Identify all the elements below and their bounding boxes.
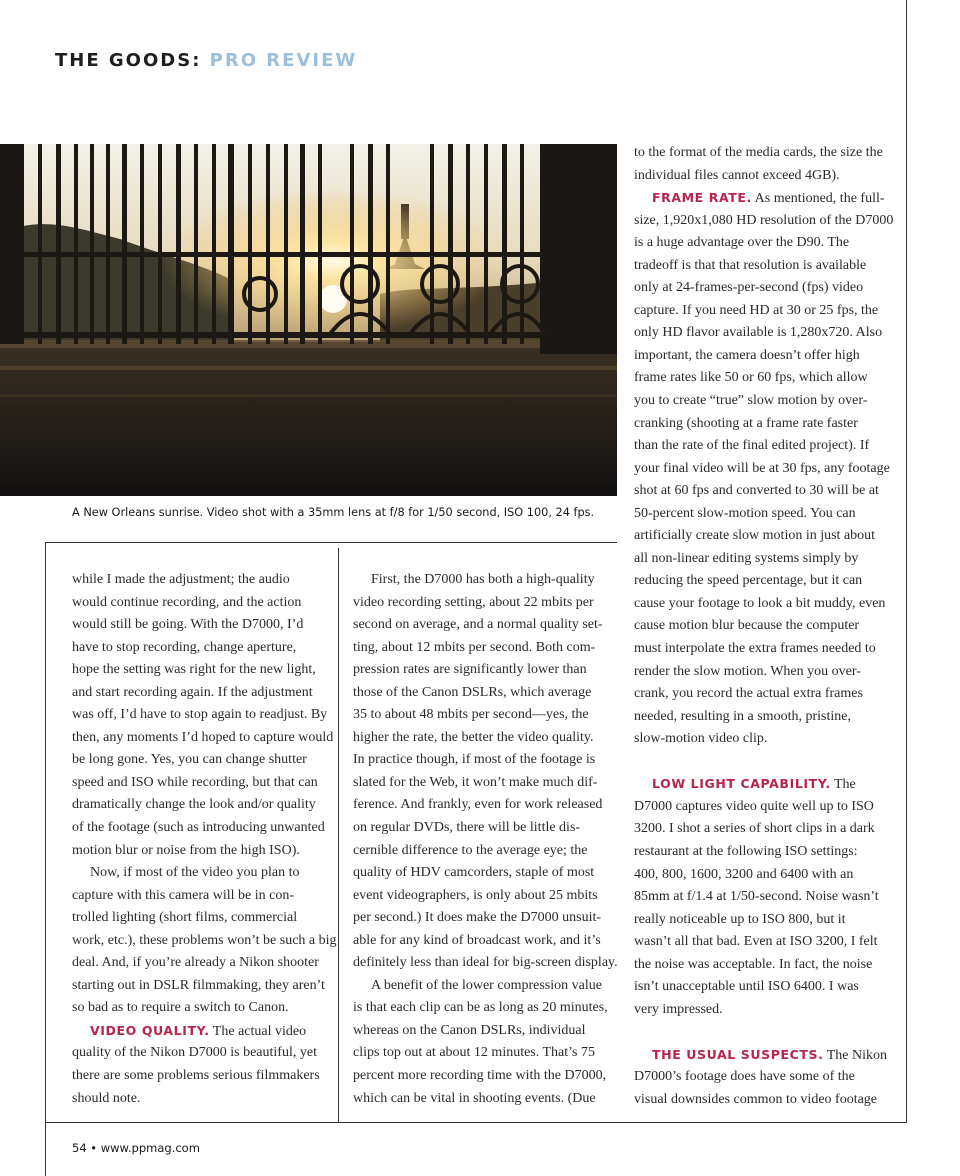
text-line <box>634 909 896 932</box>
text-line <box>72 682 334 705</box>
text-line <box>72 727 334 750</box>
line-text: capture with this camera will be in con- <box>72 887 294 903</box>
text-line <box>634 661 896 684</box>
line-text: all non-linear editing systems simply by <box>634 550 859 566</box>
line-text: 50-percent slow-motion speed. You can <box>634 505 856 521</box>
line-text: only at 24-frames-per-second (fps) video <box>634 280 864 296</box>
text-line <box>634 864 896 887</box>
line-text: was off, I’d have to stop again to readjust. By <box>72 707 328 723</box>
line-text: your final video will be at 30 fps, any footage <box>634 460 890 476</box>
text-line <box>353 1020 615 1043</box>
text-line <box>634 886 896 909</box>
line-text: cranking (shooting at a frame rate faster <box>634 415 858 431</box>
text-line <box>72 862 334 885</box>
line-text: deal. And, if you’re already a Nikon shooter <box>72 955 319 971</box>
text-line <box>353 772 615 795</box>
line-text: per second.) It does make the D7000 unsuit- <box>353 910 602 926</box>
line-text: you to create “true” slow motion by over- <box>634 393 868 409</box>
text-line <box>72 772 334 795</box>
line-text: those of the Canon DSLRs, which average <box>353 684 592 700</box>
line-text: D7000 captures video quite well up to ISO <box>634 798 874 814</box>
line-text: quality of HDV camcorders, staple of most <box>353 865 595 881</box>
line-text: must interpolate the extra frames needed to <box>634 641 876 657</box>
article-photo <box>0 144 617 496</box>
text-line <box>634 210 896 233</box>
line-text: frame rates like 50 or 60 fps, which allow <box>634 370 868 386</box>
text-line <box>634 322 896 345</box>
body-top-rule <box>45 542 617 543</box>
text-line <box>634 232 896 255</box>
text-line <box>634 570 896 593</box>
text-line <box>634 413 896 436</box>
line-text: should note. <box>72 1090 141 1106</box>
text-line <box>634 277 896 300</box>
line-text: is that each clip can be as long as 20 minutes, <box>353 1000 608 1016</box>
line-text: able for any kind of broadcast work, and it’s <box>353 932 601 948</box>
run-in-heading: LOW LIGHT CAPABILITY. <box>652 776 831 792</box>
line-text: event videographers, is only about 25 mbits <box>353 887 598 903</box>
line-text: trolled lighting (short films, commercial <box>72 910 298 926</box>
line-text: than the rate of the final edited project). If <box>634 438 870 454</box>
text-line <box>634 683 896 706</box>
gate-sunrise-image <box>0 144 617 496</box>
text-line <box>353 997 615 1020</box>
line-text: video recording setting, about 22 mbits per <box>353 594 594 610</box>
text-line <box>634 165 896 188</box>
text-line <box>72 817 334 840</box>
line-text: artificially create slow motion in just about <box>634 528 876 544</box>
line-text: restaurant at the following ISO settings: <box>634 843 858 859</box>
text-line <box>353 592 615 615</box>
text-line <box>353 794 615 817</box>
line-text: ference. And frankly, even for work released <box>353 797 603 813</box>
text-line <box>353 1042 615 1065</box>
text-line <box>634 300 896 323</box>
line-text: cause motion blur because the computer <box>634 618 860 634</box>
text-line <box>72 659 334 682</box>
line-text: dramatically change the look and/or quality <box>72 797 316 813</box>
line-text: and start recording again. If the adjustment <box>72 684 313 700</box>
text-line <box>353 659 615 682</box>
text-line <box>634 954 896 977</box>
line-text: A benefit of the lower compression value <box>371 977 602 993</box>
line-text: pression rates are significantly lower than <box>353 662 587 678</box>
line-text: motion blur or noise from the high ISO). <box>72 842 300 858</box>
line-text: 85mm at f/1.4 at 1/50-second. Noise wasn’t <box>634 889 879 905</box>
line-text: the noise was acceptable. In fact, the noise <box>634 956 873 972</box>
text-line <box>634 435 896 458</box>
run-in-heading: THE USUAL SUSPECTS. <box>652 1046 824 1062</box>
text-line <box>634 187 896 210</box>
text-line <box>634 593 896 616</box>
text-line <box>634 503 896 526</box>
text-line <box>353 704 615 727</box>
text-line <box>353 1065 615 1088</box>
text-line <box>634 976 896 999</box>
right-column <box>634 142 896 1112</box>
line-text: speed and ISO while recording, but that can <box>72 774 318 790</box>
text-line <box>72 749 334 772</box>
run-in-heading: VIDEO QUALITY. <box>90 1022 210 1038</box>
text-line <box>634 773 896 796</box>
line-text: 3200. I shot a series of short clips in a dark <box>634 821 875 837</box>
text-line <box>353 1088 615 1111</box>
text-line <box>634 255 896 278</box>
line-text: important, the camera doesn’t offer high <box>634 347 860 363</box>
text-line <box>72 952 334 975</box>
text-line <box>353 862 615 885</box>
line-text: tradeoff is that that resolution is available <box>634 257 867 273</box>
line-text: The Nikon <box>823 1047 888 1063</box>
text-line <box>72 614 334 637</box>
text-line <box>72 975 334 998</box>
line-text: crank, you record the actual extra frames <box>634 686 863 702</box>
left-column <box>72 569 337 1110</box>
text-line <box>634 818 896 841</box>
line-text: work, etc.), these problems won’t be such a big <box>72 932 337 948</box>
text-line <box>634 931 896 954</box>
line-text: hope the setting was right for the new light, <box>72 662 316 678</box>
text-line <box>353 727 615 750</box>
line-text: starting out in DSLR filmmaking, they aren’t <box>72 977 325 993</box>
text-line <box>634 1044 896 1067</box>
line-text: As mentioned, the full- <box>751 191 885 207</box>
line-text: The <box>830 777 856 793</box>
text-line <box>634 1021 896 1044</box>
section-subtitle: PRO REVIEW <box>209 50 358 71</box>
text-line <box>634 999 896 1022</box>
text-line <box>634 548 896 571</box>
text-line <box>72 907 334 930</box>
line-text: cernible difference to the average eye; the <box>353 842 588 858</box>
line-text: wasn’t all that bad. Even at ISO 3200, I felt <box>634 934 878 950</box>
page-folio: 54 • www.ppmag.com <box>72 1141 200 1155</box>
line-text: really noticeable up to ISO 800, but it <box>634 911 846 927</box>
line-text: then, any moments I’d hoped to capture would <box>72 729 334 745</box>
line-text: shot at 60 fps and converted to 30 will be at <box>634 483 879 499</box>
line-text: there are some problems serious filmmakers <box>72 1068 320 1084</box>
text-line <box>353 749 615 772</box>
text-line <box>634 638 896 661</box>
line-text: definitely less than ideal for big-screen display. <box>353 955 618 971</box>
text-line <box>353 682 615 705</box>
text-line <box>72 1088 334 1111</box>
line-text: quality of the Nikon D7000 is beautiful, yet <box>72 1045 317 1061</box>
line-text: slated for the Web, it won’t make much dif- <box>353 774 598 790</box>
text-line <box>634 841 896 864</box>
line-text: 35 to about 48 mbits per second—yes, the <box>353 707 589 723</box>
text-line <box>72 885 334 908</box>
line-text: 400, 800, 1600, 3200 and 6400 with an <box>634 866 854 882</box>
text-line <box>72 569 334 592</box>
line-text: which can be vital in shooting events. (Due <box>353 1090 596 1106</box>
line-text: individual files cannot exceed 4GB). <box>634 167 840 183</box>
line-text: would still be going. With the D7000, I’d <box>72 617 304 633</box>
text-line <box>353 637 615 660</box>
text-line <box>72 592 334 615</box>
text-line <box>72 1042 334 1065</box>
text-line <box>634 345 896 368</box>
bottom-rule <box>45 1122 907 1123</box>
text-line <box>72 1065 334 1088</box>
line-text: so bad as to require a switch to Canon. <box>72 1000 289 1016</box>
line-text: size, 1,920x1,080 HD resolution of the D7000 <box>634 212 894 228</box>
line-text: is a huge advantage over the D90. The <box>634 235 850 251</box>
line-text: In practice though, if most of the footage is <box>353 752 596 768</box>
column-divider-rule <box>338 548 339 1123</box>
text-line <box>353 930 615 953</box>
text-line <box>72 794 334 817</box>
text-line <box>353 975 615 998</box>
section-header <box>55 50 357 71</box>
line-text: slow-motion video clip. <box>634 731 768 747</box>
line-text: D7000’s footage does have some of the <box>634 1069 855 1085</box>
text-line <box>353 569 615 592</box>
line-text: while I made the adjustment; the audio <box>72 572 290 587</box>
line-text: second on average, and a normal quality set- <box>353 617 603 633</box>
line-text: cause your footage to look a bit muddy, even <box>634 595 886 611</box>
text-line <box>634 751 896 774</box>
line-text: needed, resulting in a smooth, pristine, <box>634 708 851 724</box>
text-line <box>353 907 615 930</box>
line-text: The actual video <box>209 1023 307 1039</box>
line-text: to the format of the media cards, the size the <box>634 145 883 160</box>
line-text: would continue recording, and the action <box>72 594 302 610</box>
text-line <box>353 817 615 840</box>
text-line <box>72 840 334 863</box>
text-line <box>72 637 334 660</box>
text-line <box>634 390 896 413</box>
text-line <box>634 480 896 503</box>
line-text: whereas on the Canon DSLRs, individual <box>353 1022 586 1038</box>
line-text: very impressed. <box>634 1001 723 1017</box>
text-line <box>634 458 896 481</box>
line-text: be long gone. Yes, you can change shutter <box>72 752 307 768</box>
text-line <box>634 1089 896 1112</box>
line-text: First, the D7000 has both a high-quality <box>371 572 595 587</box>
line-text: have to stop recording, change aperture, <box>72 639 297 655</box>
text-line <box>634 142 896 165</box>
line-text: of the footage (such as introducing unwanted <box>72 820 325 836</box>
text-line <box>72 1020 334 1043</box>
middle-column <box>353 569 618 1110</box>
text-line <box>353 885 615 908</box>
text-line <box>634 728 896 751</box>
line-text: only HD flavor available is 1,280x720. Also <box>634 325 883 341</box>
run-in-heading: FRAME RATE. <box>652 190 752 206</box>
line-text: reducing the speed percentage, but it can <box>634 573 863 589</box>
line-text: on regular DVDs, there will be little dis- <box>353 820 581 836</box>
line-text: visual downsides common to video footage <box>634 1091 878 1107</box>
text-line <box>72 704 334 727</box>
text-line <box>353 614 615 637</box>
text-line <box>353 840 615 863</box>
text-line <box>72 930 337 953</box>
text-line <box>634 367 896 390</box>
line-text: ting, about 12 mbits per second. Both com- <box>353 639 596 655</box>
line-text: percent more recording time with the D7000, <box>353 1068 607 1084</box>
text-line <box>634 525 896 548</box>
line-text: Now, if most of the video you plan to <box>90 865 300 881</box>
line-text: isn’t unacceptable until ISO 6400. I was <box>634 979 859 995</box>
text-line <box>353 952 618 975</box>
text-line <box>72 997 334 1020</box>
line-text: higher the rate, the better the video quality. <box>353 729 594 745</box>
line-text: render the slow motion. When you over- <box>634 663 861 679</box>
text-line <box>634 615 896 638</box>
text-line <box>634 706 896 729</box>
line-text: clips top out at about 12 minutes. That’s 75 <box>353 1045 595 1061</box>
text-line <box>634 1066 896 1089</box>
line-text: capture. If you need HD at 30 or 25 fps, the <box>634 302 879 318</box>
section-title: THE GOODS: <box>55 50 202 71</box>
photo-caption: A New Orleans sunrise. Video shot with a 35mm lens at f/8 for 1/50 second, ISO 100, 24 fps. <box>72 506 595 519</box>
left-margin-rule <box>45 542 46 1176</box>
right-margin-rule <box>906 0 907 1123</box>
text-line <box>634 796 896 819</box>
